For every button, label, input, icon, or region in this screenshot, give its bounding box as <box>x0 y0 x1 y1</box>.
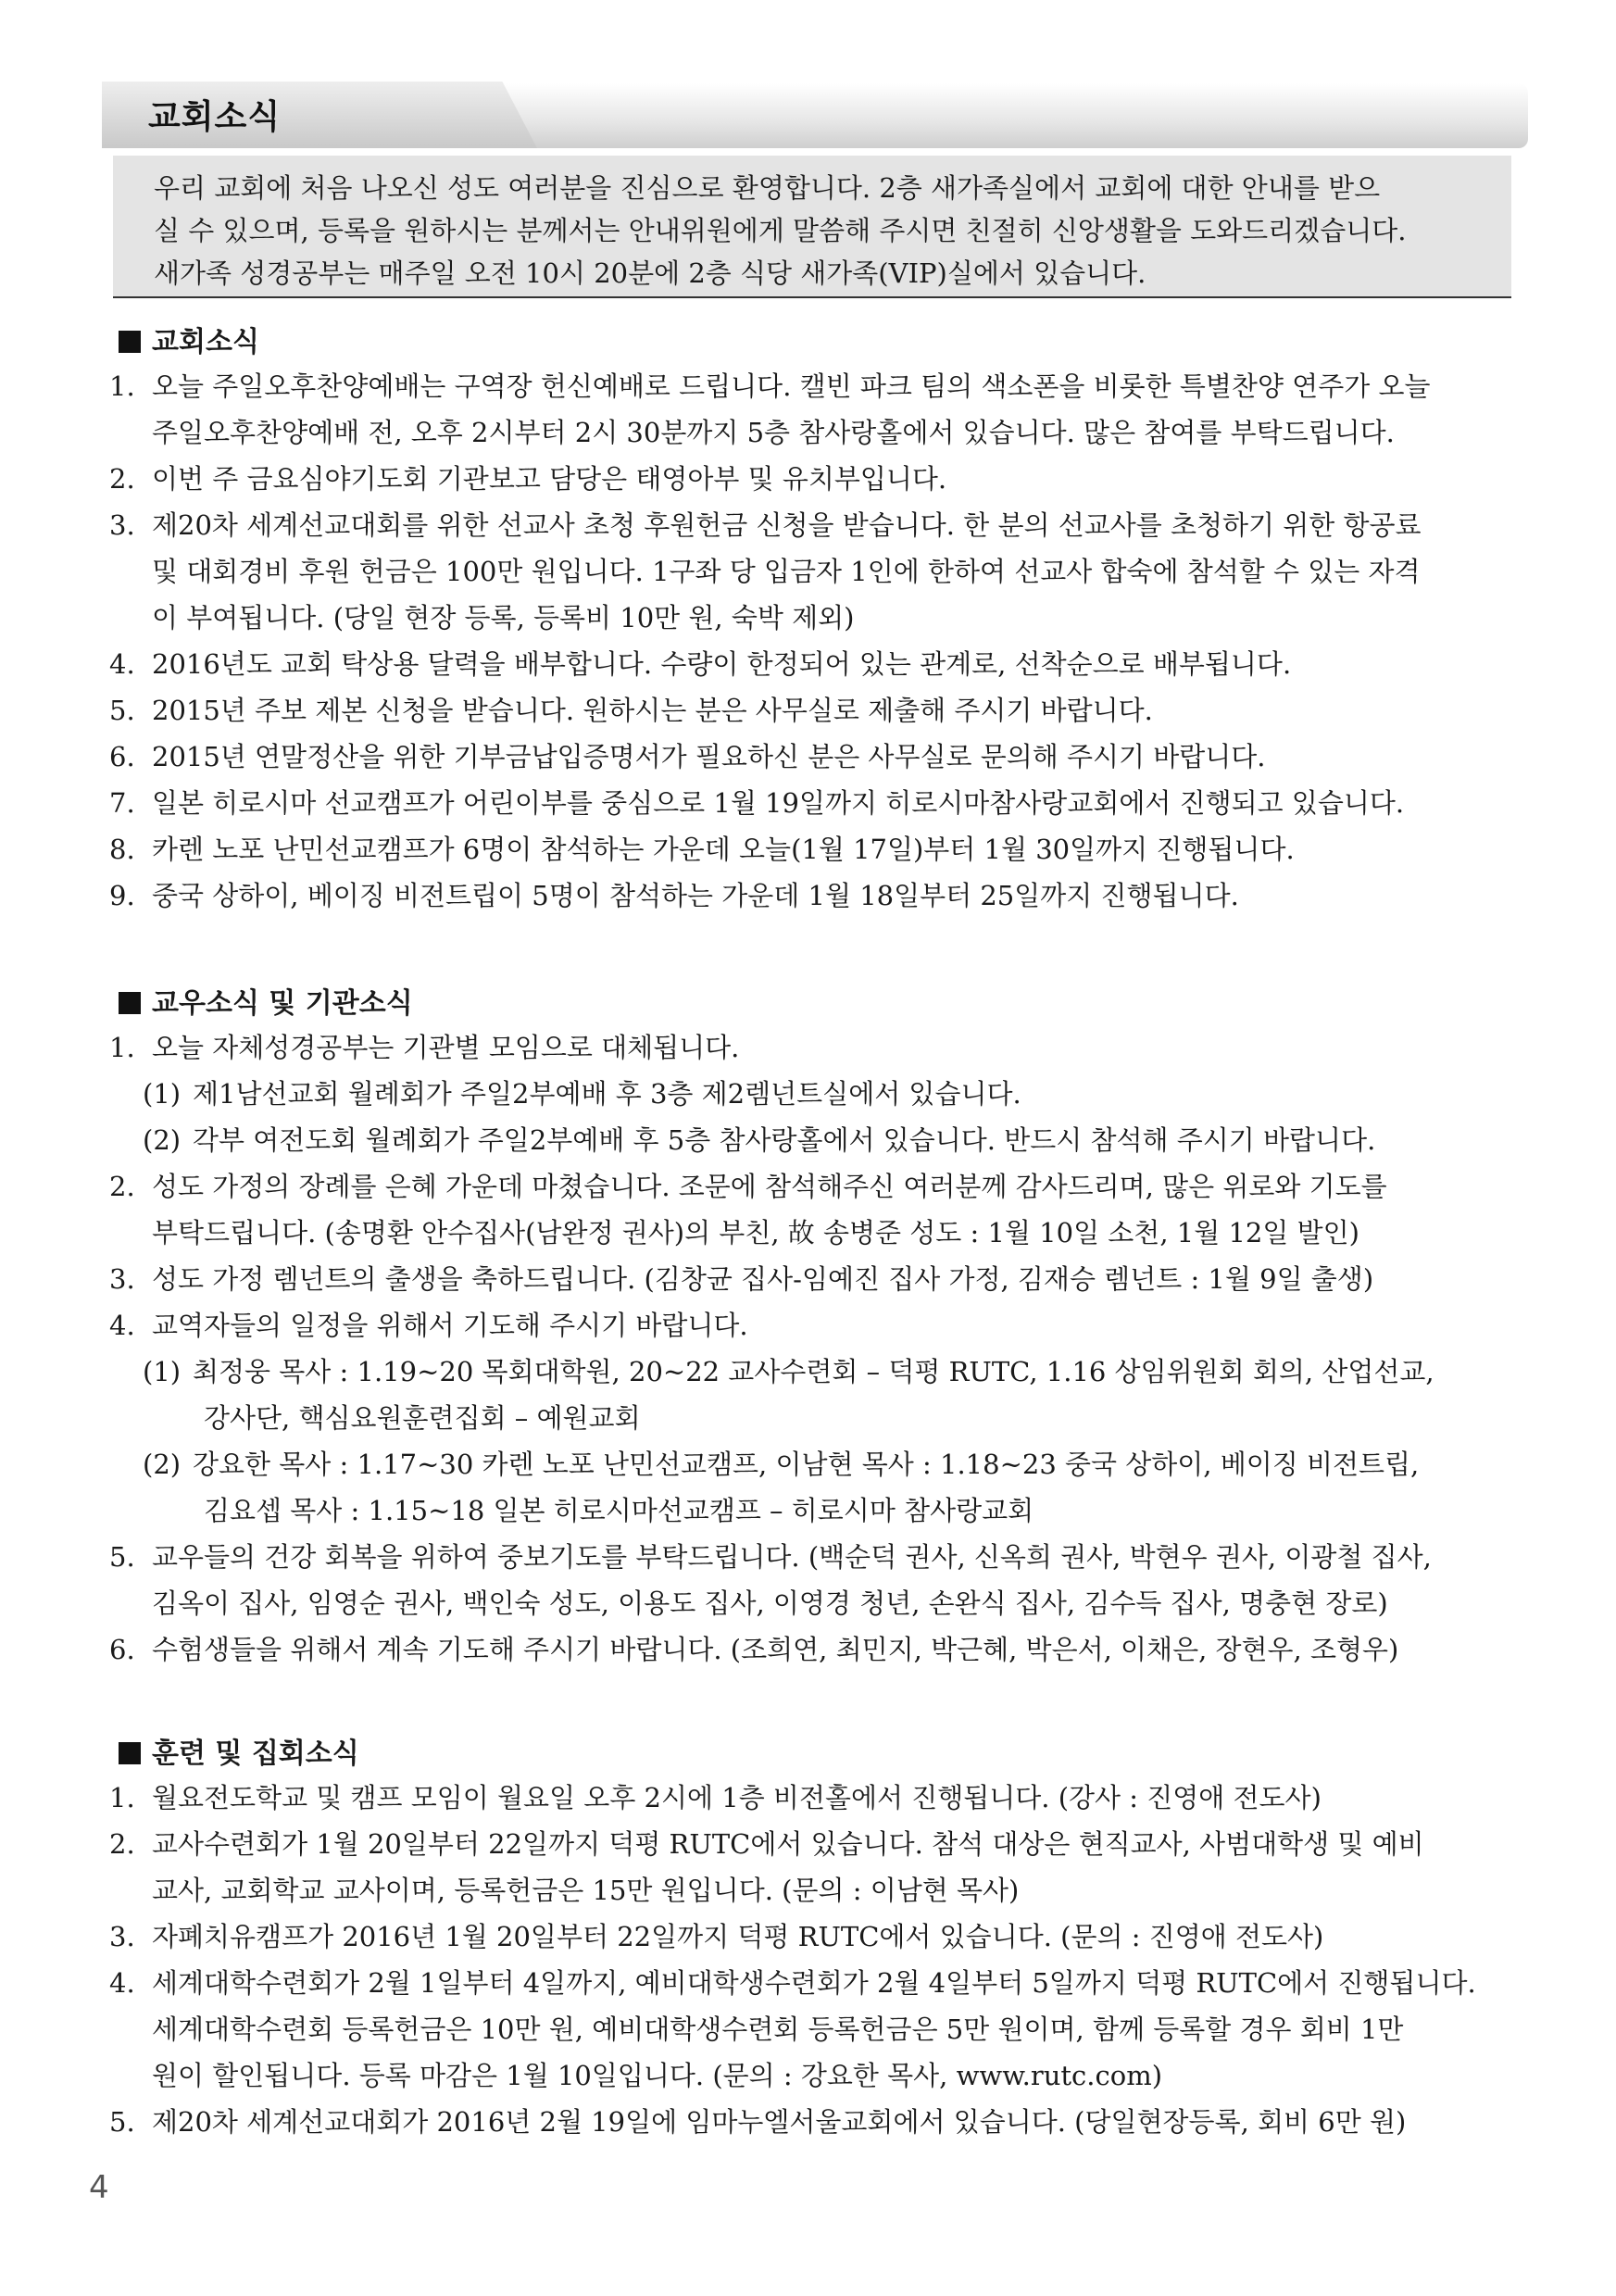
list-item <box>109 548 1517 595</box>
list-item <box>109 1024 1517 1071</box>
item-text: 원이 할인됩니다. 등록 마감은 1월 10일입니다. (문의 : 강요한 목사, www.rutc.com) <box>152 2060 1163 2091</box>
item-text: 자폐치유캠프가 2016년 1월 20일부터 22일까지 덕평 RUTC에서 있습니다. (문의 : 진영애 전도사) <box>152 1921 1324 1952</box>
item-text: 교역자들의 일정을 위해서 기도해 주시기 바랍니다. <box>152 1310 748 1341</box>
list-item <box>109 872 1517 919</box>
item-number: 3. <box>109 509 135 541</box>
item-text: 월요전도학교 및 캠프 모임이 월요일 오후 2시에 1층 비전홀에서 진행됩니다. (강사 : 진영애 전도사) <box>152 1782 1322 1813</box>
training-news-list <box>109 1775 1517 2145</box>
item-text: 교사수련회가 1월 20일부터 22일까지 덕평 RUTC에서 있습니다. 참석 대상은 현직교사, 사범대학생 및 예비 <box>152 1828 1424 1860</box>
list-item <box>109 1775 1517 1821</box>
list-item <box>109 1626 1517 1673</box>
section-title: 교우소식 및 기관소식 <box>152 987 413 1020</box>
list-item <box>109 1302 1517 1349</box>
item-number: 4. <box>109 1310 135 1341</box>
item-number: 2. <box>109 463 135 495</box>
square-bullet-icon <box>119 1742 141 1764</box>
item-number: 4. <box>109 648 135 680</box>
list-item <box>109 1867 1517 1913</box>
square-bullet-icon <box>119 331 141 353</box>
section-heading-church-news <box>119 319 259 359</box>
list-item <box>109 2052 1517 2099</box>
item-number: 5. <box>109 2106 135 2138</box>
item-text: 김옥이 집사, 임영순 권사, 백인숙 성도, 이용도 집사, 이영경 청년, 손완식 집사, 김수득 집사, 명충현 장로) <box>152 1587 1388 1619</box>
item-text: 일본 히로시마 선교캠프가 어린이부를 중심으로 1월 19일까지 히로시마참사랑교회에서 진행되고 있습니다. <box>152 787 1405 819</box>
list-item <box>109 1210 1517 1256</box>
item-text: 오늘 자체성경공부는 기관별 모임으로 대체됩니다. <box>152 1032 740 1063</box>
page-number: 4 <box>89 2169 109 2206</box>
item-text: 중국 상하이, 베이징 비전트립이 5명이 참석하는 가운데 1월 18일부터 25일까지 진행됩니다. <box>152 880 1239 911</box>
list-item <box>109 363 1517 409</box>
item-number: 5. <box>109 695 135 726</box>
item-text: 이번 주 금요심야기도회 기관보고 담당은 태영아부 및 유치부입니다. <box>152 463 947 495</box>
list-item <box>109 1580 1517 1626</box>
item-text: 주일오후찬양예배 전, 오후 2시부터 2시 30분까지 5층 참사랑홀에서 있습니다. 많은 참여를 부탁드립니다. <box>152 417 1395 448</box>
section-heading-member-news <box>119 980 413 1021</box>
list-item <box>109 1821 1517 1867</box>
item-number: 1. <box>109 1782 135 1813</box>
church-news-list <box>109 363 1517 919</box>
welcome-line: 실 수 있으며, 등록을 원하시는 분께서는 안내위원에게 말씀해 주시면 친절히 신앙생활을 도와드리겠습니다. <box>154 215 1407 246</box>
list-item <box>109 641 1517 687</box>
item-text: 2015년 연말정산을 위한 기부금납입증명서가 필요하신 분은 사무실로 문의해 주시기 바랍니다. <box>152 741 1266 772</box>
list-item <box>109 1960 1517 2006</box>
list-item <box>109 780 1517 826</box>
item-text: 제1남선교회 월례회가 주일2부예배 후 3층 제2렘넌트실에서 있습니다. <box>193 1078 1021 1110</box>
section-heading-training-news <box>119 1730 359 1771</box>
item-number: 4. <box>109 1967 135 1999</box>
item-text: 2015년 주보 제본 신청을 받습니다. 원하시는 분은 사무실로 제출해 주시기 바랍니다. <box>152 695 1153 726</box>
list-item <box>109 409 1517 456</box>
item-text: 수험생들을 위해서 계속 기도해 주시기 바랍니다. (조희연, 최민지, 박근혜, 박은서, 이채은, 장현우, 조형우) <box>152 1634 1399 1665</box>
item-text: 세계대학수련회가 2월 1일부터 4일까지, 예비대학생수련회가 2월 4일부터 5일까지 덕평 RUTC에서 진행됩니다. <box>152 1967 1476 1999</box>
item-text: 최정웅 목사 : 1.19~20 목회대학원, 20~22 교사수련회 – 덕평 RUTC, 1.16 상임위원회 회의, 산업선교, <box>193 1356 1434 1387</box>
list-item <box>109 502 1517 548</box>
list-item <box>109 826 1517 872</box>
item-number: 2. <box>109 1828 135 1860</box>
item-number: 6. <box>109 741 135 772</box>
item-text: 성도 가정의 장례를 은혜 가운데 마쳤습니다. 조문에 참석해주신 여러분께 감사드리며, 많은 위로와 기도를 <box>152 1171 1387 1202</box>
welcome-line: 새가족 성경공부는 매주일 오전 10시 20분에 2층 식당 새가족(VIP)실에서 있습니다. <box>154 257 1146 289</box>
list-item <box>109 1441 1517 1487</box>
item-text: 교사, 교회학교 교사이며, 등록헌금은 15만 원입니다. (문의 : 이남현 목사) <box>152 1875 1020 1906</box>
item-text: 강요한 목사 : 1.17~30 카렌 노포 난민선교캠프, 이남현 목사 : 1.18~23 중국 상하이, 베이징 비전트립, <box>193 1449 1420 1480</box>
list-item <box>109 2006 1517 2052</box>
item-text: 2016년도 교회 탁상용 달력을 배부합니다. 수량이 한정되어 있는 관계로, 선착순으로 배부됩니다. <box>152 648 1292 680</box>
item-text: 이 부여됩니다. (당일 현장 등록, 등록비 10만 원, 숙박 제외) <box>152 602 855 634</box>
item-text: 제20차 세계선교대회를 위한 선교사 초청 후원헌금 신청을 받습니다. 한 분의 선교사를 초청하기 위한 항공료 <box>152 509 1422 541</box>
list-item <box>109 1117 1517 1163</box>
section-title: 교회소식 <box>152 326 259 358</box>
list-item <box>109 1395 1517 1441</box>
item-number: (2) <box>143 1124 182 1156</box>
item-number: 6. <box>109 1634 135 1665</box>
item-text: 세계대학수련회 등록헌금은 10만 원, 예비대학생수련회 등록헌금은 5만 원이며, 함께 등록할 경우 회비 1만 <box>152 2014 1404 2045</box>
welcome-box <box>113 156 1511 298</box>
page-title: 교회소식 <box>148 98 282 136</box>
item-text: 및 대회경비 후원 헌금은 100만 원입니다. 1구좌 당 입금자 1인에 한하여 선교사 합숙에 참석할 수 있는 자격 <box>152 556 1421 587</box>
list-item <box>109 1349 1517 1395</box>
item-number: 2. <box>109 1171 135 1202</box>
item-number: (1) <box>143 1356 182 1387</box>
item-number: 3. <box>109 1921 135 1952</box>
item-number: 3. <box>109 1263 135 1295</box>
item-text: 부탁드립니다. (송명환 안수집사(남완정 권사)의 부친, 故 송병준 성도 : 1월 10일 소천, 1월 12일 발인) <box>152 1217 1359 1248</box>
item-text: 제20차 세계선교대회가 2016년 2월 19일에 임마누엘서울교회에서 있습니다. (당일현장등록, 회비 6만 원) <box>152 2106 1407 2138</box>
list-item <box>109 1487 1517 1534</box>
section-title: 훈련 및 집회소식 <box>152 1738 359 1770</box>
item-number: (2) <box>143 1449 182 1480</box>
item-text: 카렌 노포 난민선교캠프가 6명이 참석하는 가운데 오늘(1월 17일)부터 1월 30일까지 진행됩니다. <box>152 834 1295 865</box>
item-number: 7. <box>109 787 135 819</box>
item-number: 1. <box>109 1032 135 1063</box>
list-item <box>109 1256 1517 1302</box>
list-item <box>109 456 1517 502</box>
item-text: 성도 가정 렘넌트의 출생을 축하드립니다. (김창균 집사-임예진 집사 가정, 김재승 렘넌트 : 1월 9일 출생) <box>152 1263 1374 1295</box>
item-number: 8. <box>109 834 135 865</box>
list-item <box>109 687 1517 734</box>
list-item <box>109 595 1517 641</box>
item-number: 9. <box>109 880 135 911</box>
item-text: 김요셉 목사 : 1.15~18 일본 히로시마선교캠프 – 히로시마 참사랑교회 <box>204 1495 1034 1526</box>
item-number: 5. <box>109 1541 135 1573</box>
welcome-line: 우리 교회에 처음 나오신 성도 여러분을 진심으로 환영합니다. 2층 새가족실에서 교회에 대한 안내를 받으 <box>154 172 1381 204</box>
item-number: (1) <box>143 1078 182 1110</box>
list-item <box>109 1163 1517 1210</box>
item-text: 강사단, 핵심요원훈련집회 – 예원교회 <box>204 1402 641 1434</box>
square-bullet-icon <box>119 992 141 1014</box>
item-text: 각부 여전도회 월례회가 주일2부예배 후 5층 참사랑홀에서 있습니다. 반드시 참석해 주시기 바랍니다. <box>193 1124 1376 1156</box>
item-text: 교우들의 건강 회복을 위하여 중보기도를 부탁드립니다. (백순덕 권사, 신옥희 권사, 박현우 권사, 이광철 집사, <box>152 1541 1432 1573</box>
item-number: 1. <box>109 370 135 402</box>
list-item <box>109 1534 1517 1580</box>
item-text: 오늘 주일오후찬양예배는 구역장 헌신예배로 드립니다. 캘빈 파크 팀의 색소폰을 비롯한 특별찬양 연주가 오늘 <box>152 370 1431 402</box>
member-news-list <box>109 1024 1517 1673</box>
list-item <box>109 734 1517 780</box>
list-item <box>109 1913 1517 1960</box>
list-item <box>109 1071 1517 1117</box>
list-item <box>109 2099 1517 2145</box>
